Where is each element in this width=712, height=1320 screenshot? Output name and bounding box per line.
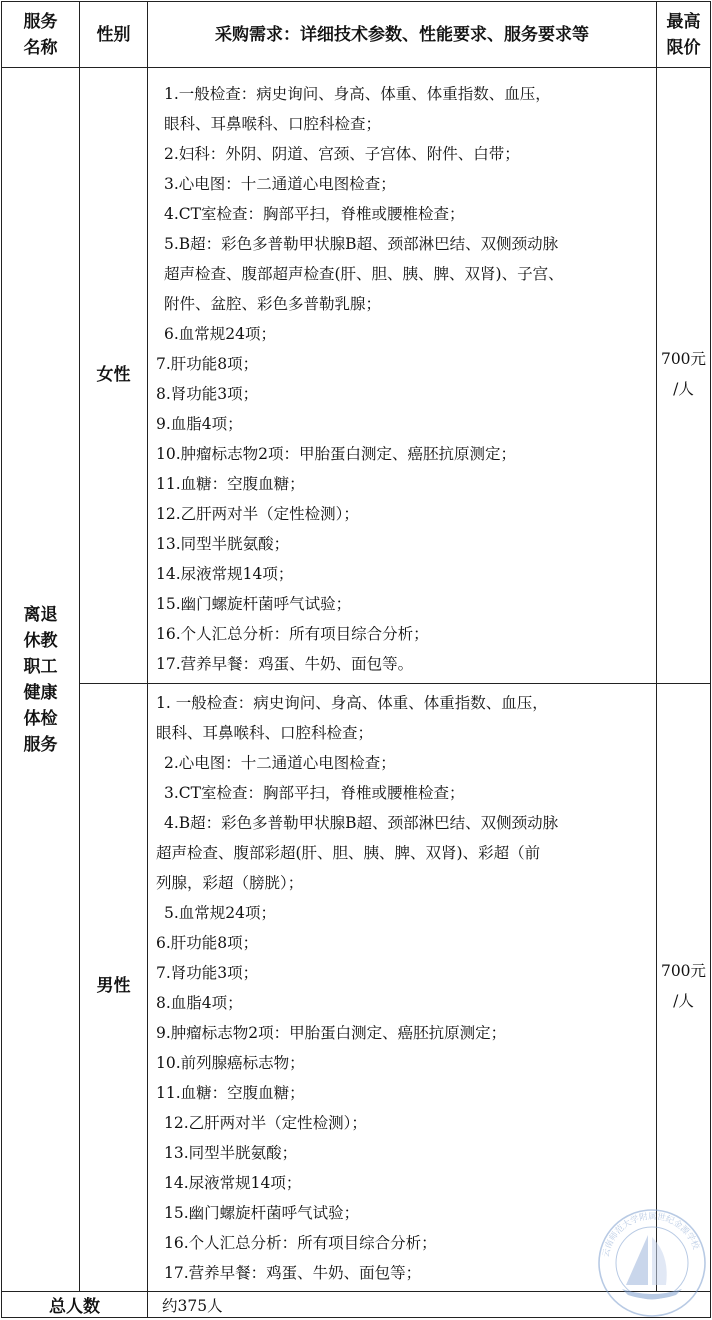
- header-service-name: [2, 2, 80, 68]
- header-service-name-line: 名称: [23, 37, 58, 58]
- gender-female: 女性: [80, 68, 148, 684]
- requirement-line: 5.B超：彩色多普勒甲状腺B超、颈部淋巴结、双侧颈动脉: [164, 235, 559, 253]
- female-requirements: [148, 68, 657, 684]
- service-name-line: 职工: [23, 656, 58, 677]
- requirement-line: 13.同型半胱氨酸；: [164, 1144, 298, 1162]
- total-value: 约375人: [148, 1292, 711, 1318]
- header-requirements: 采购需求：详细技术参数、性能要求、服务要求等: [148, 2, 657, 68]
- seal-text: 云南师范大学附属世纪金源学校: [601, 1211, 701, 1259]
- header-gender: 性别: [80, 2, 148, 68]
- requirement-line: 9.肿瘤标志物2项：甲胎蛋白测定、癌胚抗原测定；: [156, 1024, 507, 1042]
- requirement-line: 2.心电图：十二通道心电图检查；: [164, 754, 396, 772]
- requirement-line: 11.血糖：空腹血糖；: [156, 475, 305, 493]
- header-service-name-line: 服务: [23, 11, 58, 32]
- male-requirements: [148, 684, 657, 1292]
- service-name-line: 离退: [23, 604, 58, 625]
- requirement-line: 17.营养早餐：鸡蛋、牛奶、面包等。: [156, 655, 414, 673]
- requirement-line: 3.心电图：十二通道心电图检查；: [164, 175, 396, 193]
- requirement-line: 7.肝功能8项；: [156, 355, 259, 373]
- requirement-line: 6.血常规24项；: [164, 325, 277, 343]
- requirement-line: 15.幽门螺旋杆菌呼气试验；: [164, 1204, 360, 1222]
- requirement-line: 超声检查、腹部彩超(肝、胆、胰、脾、双肾)、彩超（前: [156, 844, 541, 862]
- school-seal-watermark-icon: [596, 1207, 708, 1319]
- male-price: [657, 684, 711, 1292]
- header-row: [2, 2, 711, 68]
- female-row: [2, 68, 711, 684]
- requirement-line: 17.营养早餐：鸡蛋、牛奶、面包等；: [164, 1264, 422, 1282]
- female-price: [657, 68, 711, 684]
- requirement-line: 4.B超：彩色多普勒甲状腺B超、颈部淋巴结、双侧颈动脉: [164, 814, 559, 832]
- requirement-line: 5.血常规24项；: [164, 904, 277, 922]
- price-value: 700元: [660, 350, 707, 368]
- service-name-line: 服务: [23, 734, 58, 755]
- requirement-line: 眼科、耳鼻喉科、口腔科检查；: [156, 724, 374, 742]
- price-value: 700元: [660, 962, 707, 980]
- requirement-line: 附件、盆腔、彩色多普勒乳腺；: [164, 295, 382, 313]
- price-unit: /人: [673, 380, 694, 398]
- total-label: 总人数: [2, 1292, 148, 1318]
- requirement-line: 1.一般检查：病史询问、身高、体重、体重指数、血压，: [164, 85, 551, 103]
- requirement-line: 4.CT室检查：胸部平扫，脊椎或腰椎检查；: [164, 205, 465, 223]
- price-unit: /人: [673, 992, 694, 1010]
- service-name-line: 休教: [23, 630, 58, 651]
- header-max-price-line: 最高: [666, 11, 701, 32]
- service-name-cell: [2, 68, 80, 1292]
- requirement-line: 眼科、耳鼻喉科、口腔科检查；: [164, 115, 382, 133]
- requirement-line: 10.前列腺癌标志物；: [156, 1054, 305, 1072]
- requirement-line: 8.血脂4项；: [156, 994, 243, 1012]
- procurement-table: [1, 1, 711, 1318]
- requirement-line: 9.血脂4项；: [156, 415, 243, 433]
- requirement-line: 11.血糖：空腹血糖；: [156, 1084, 305, 1102]
- requirement-line: 13.同型半胱氨酸；: [156, 535, 290, 553]
- header-max-price: [657, 2, 711, 68]
- requirement-line: 10.肿瘤标志物2项：甲胎蛋白测定、癌胚抗原测定；: [156, 445, 517, 463]
- header-max-price-line: 限价: [666, 37, 701, 58]
- requirement-line: 15.幽门螺旋杆菌呼气试验；: [156, 595, 352, 613]
- requirement-line: 12.乙肝两对半（定性检测）；: [156, 505, 359, 523]
- requirement-line: 6.肝功能8项；: [156, 934, 259, 952]
- requirement-line: 16.个人汇总分析：所有项目综合分析；: [164, 1234, 437, 1252]
- requirement-line: 列腺，彩超（膀胱）；: [156, 874, 304, 892]
- requirement-line: 14.尿液常规14项；: [164, 1174, 302, 1192]
- requirement-line: 14.尿液常规14项；: [156, 565, 294, 583]
- male-row: [2, 684, 711, 1292]
- requirement-line: 8.肾功能3项；: [156, 385, 259, 403]
- requirement-line: 1. 一般检查：病史询问、身高、体重、体重指数、血压，: [156, 694, 548, 712]
- requirement-line: 7.肾功能3项；: [156, 964, 259, 982]
- requirement-line: 超声检查、腹部超声检查(肝、胆、胰、脾、双肾)、子宫、: [164, 265, 564, 283]
- requirement-line: 16.个人汇总分析：所有项目综合分析；: [156, 625, 429, 643]
- requirement-line: 2.妇科：外阴、阴道、宫颈、子宫体、附件、白带；: [164, 145, 520, 163]
- gender-male: 男性: [80, 684, 148, 1292]
- requirement-line: 3.CT室检查：胸部平扫，脊椎或腰椎检查；: [164, 784, 465, 802]
- svg-text:云南师范大学附属世纪金源学校: [601, 1211, 701, 1258]
- service-name-line: 体检: [23, 708, 58, 729]
- service-name-line: 健康: [23, 682, 58, 703]
- requirement-line: 12.乙肝两对半（定性检测）；: [164, 1114, 367, 1132]
